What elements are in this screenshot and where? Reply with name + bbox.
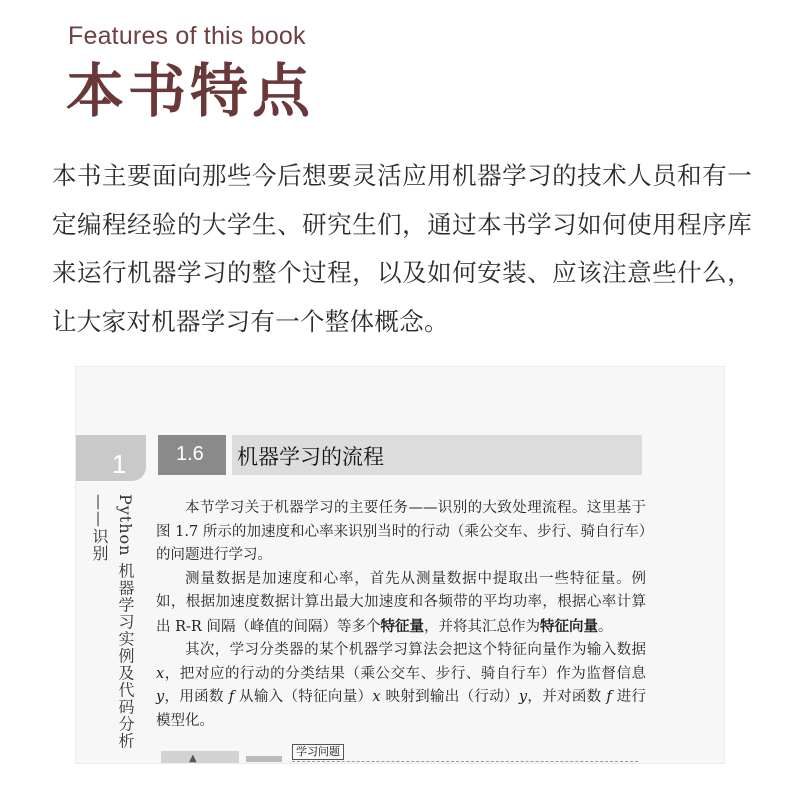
var-f: f [228,689,235,705]
var-x: x [156,665,165,682]
book-page-image [76,367,724,763]
figure-partial-text [246,756,282,762]
subtitle: Features of this book [68,22,306,50]
term-feature: 特征量 [380,617,424,635]
term-feature-vector: 特征向量 [539,617,598,635]
paragraph-1: 本节学习关于机器学习的主要任务——识别的大致处理流程。这里基于图 1.7 所示的加速度和心率来识别当时的行动（乘公交车、步行、骑自行车）的问题进行学习。 [156,500,646,563]
p3-text-d: 从输入（特征向量） [234,689,373,705]
p3-text-h: 进行模型化。 [156,689,647,729]
intro-text: 本书主要面向那些今后想要灵活应用机器学习的技术人员和有一定编程经验的大学生、研究生们，通过本书学习如何使用程序库来运行机器学习的整个过程，以及如何安装、应该注意些什么，让大家对机器学习有一个整体概念。 [52,161,752,336]
book-body-text [156,497,646,733]
section-number: 1.6 [176,443,204,465]
p3-text-g: ，并对函数 [527,689,607,705]
p3-text-e: 映射到输出（行动） [380,689,519,705]
figure-box [161,751,239,763]
chapter-tab [76,435,146,481]
figure-marker-icon: ▲ [189,753,197,763]
vertical-book-title: Python 机器学习实例及代码分析——识别 [90,494,135,750]
p3-text-c: ，用函数 [164,689,229,705]
intro-paragraph [52,152,752,346]
dashed-divider [292,761,638,762]
section-title: 机器学习的流程 [237,445,384,469]
p2-text-c: ，并将其汇总作为 [423,618,540,635]
var-y: y [156,689,165,705]
p2-text-e: 。 [597,618,613,635]
var-f-2: f [606,689,612,705]
p3-text-a: 其次，学习分类器的某个机器学习算法会把这个特征向量作为输入数据 [185,642,646,658]
paragraph-3 [156,639,646,733]
learning-problem-label: 学习问题 [292,744,344,760]
p2-text-a: 测量数据是加速度和心率，首先从测量数据中提取出一些特征量。例如，根据加速度数据计算出最大加速度和各频带的平均功率，根据心率计算出 R-R 间隔（峰值的间隔）等多个 [156,570,646,635]
p3-text-b: ，把对应的行动的分类结果（乘公交车、步行、骑自行车）作为监督信息 [164,665,646,682]
page-title: 本书特点 [66,57,315,125]
var-y-2: y [518,689,528,705]
var-x-2: x [372,689,381,705]
paragraph-2 [156,568,646,640]
chapter-number: 1 [112,449,127,479]
